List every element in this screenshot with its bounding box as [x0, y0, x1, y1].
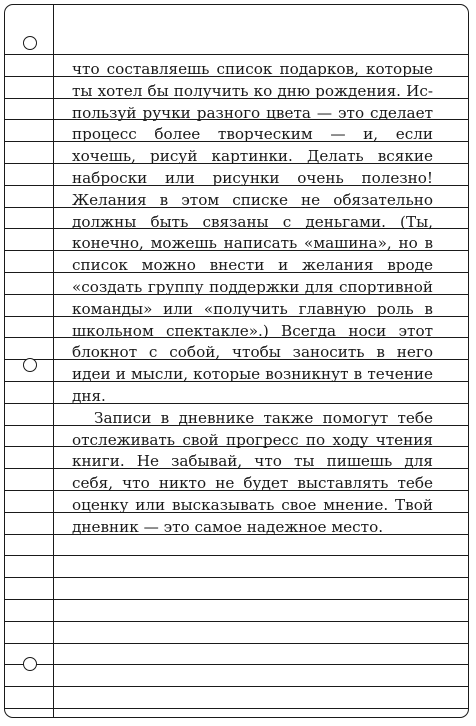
ruled-line — [5, 664, 468, 665]
binder-hole-icon — [23, 358, 37, 372]
margin-line — [53, 5, 54, 717]
ruled-line — [5, 643, 468, 644]
notebook-page — [4, 4, 469, 718]
ruled-line — [5, 708, 468, 709]
ruled-line — [5, 54, 468, 55]
ruled-line — [5, 599, 468, 600]
paragraph-1: что составляешь список подарков, которые ты хотел бы получить ко дню рождения. Используй ручки разного цвета — это сделает процесс более творческим — и, если хочешь, рисуй картинки. Делать всякие наброски или рисунки очень полезно! Желания в этом списке не обязательно должны быть связаны с деньгами. (Ты, конечно, можешь написать «машина», но в список можно внести и желания вроде «создать группу поддержки для спортивной команды» или «получить главную роль в школьном спектакле».) Всегда носи этот блокнот с собой, чтобы заносить в него идеи и мысли, которые возникнут в течение дня. — [72, 60, 433, 405]
ruled-line — [5, 686, 468, 687]
ruled-line — [5, 555, 468, 556]
ruled-line — [5, 577, 468, 578]
binder-hole-icon — [23, 657, 37, 671]
paragraph-2: Записи в дневнике также помогут тебе отслеживать свой прогресс по ходу чтения книги. Не забывай, что ты пишешь для себя, что никто не будет выставлять тебе оценку или высказывать свое мнение. Твой дневник — это самое надежное место. — [72, 408, 433, 536]
binder-hole-icon — [23, 36, 37, 50]
body-text — [72, 59, 433, 539]
ruled-line — [5, 621, 468, 622]
